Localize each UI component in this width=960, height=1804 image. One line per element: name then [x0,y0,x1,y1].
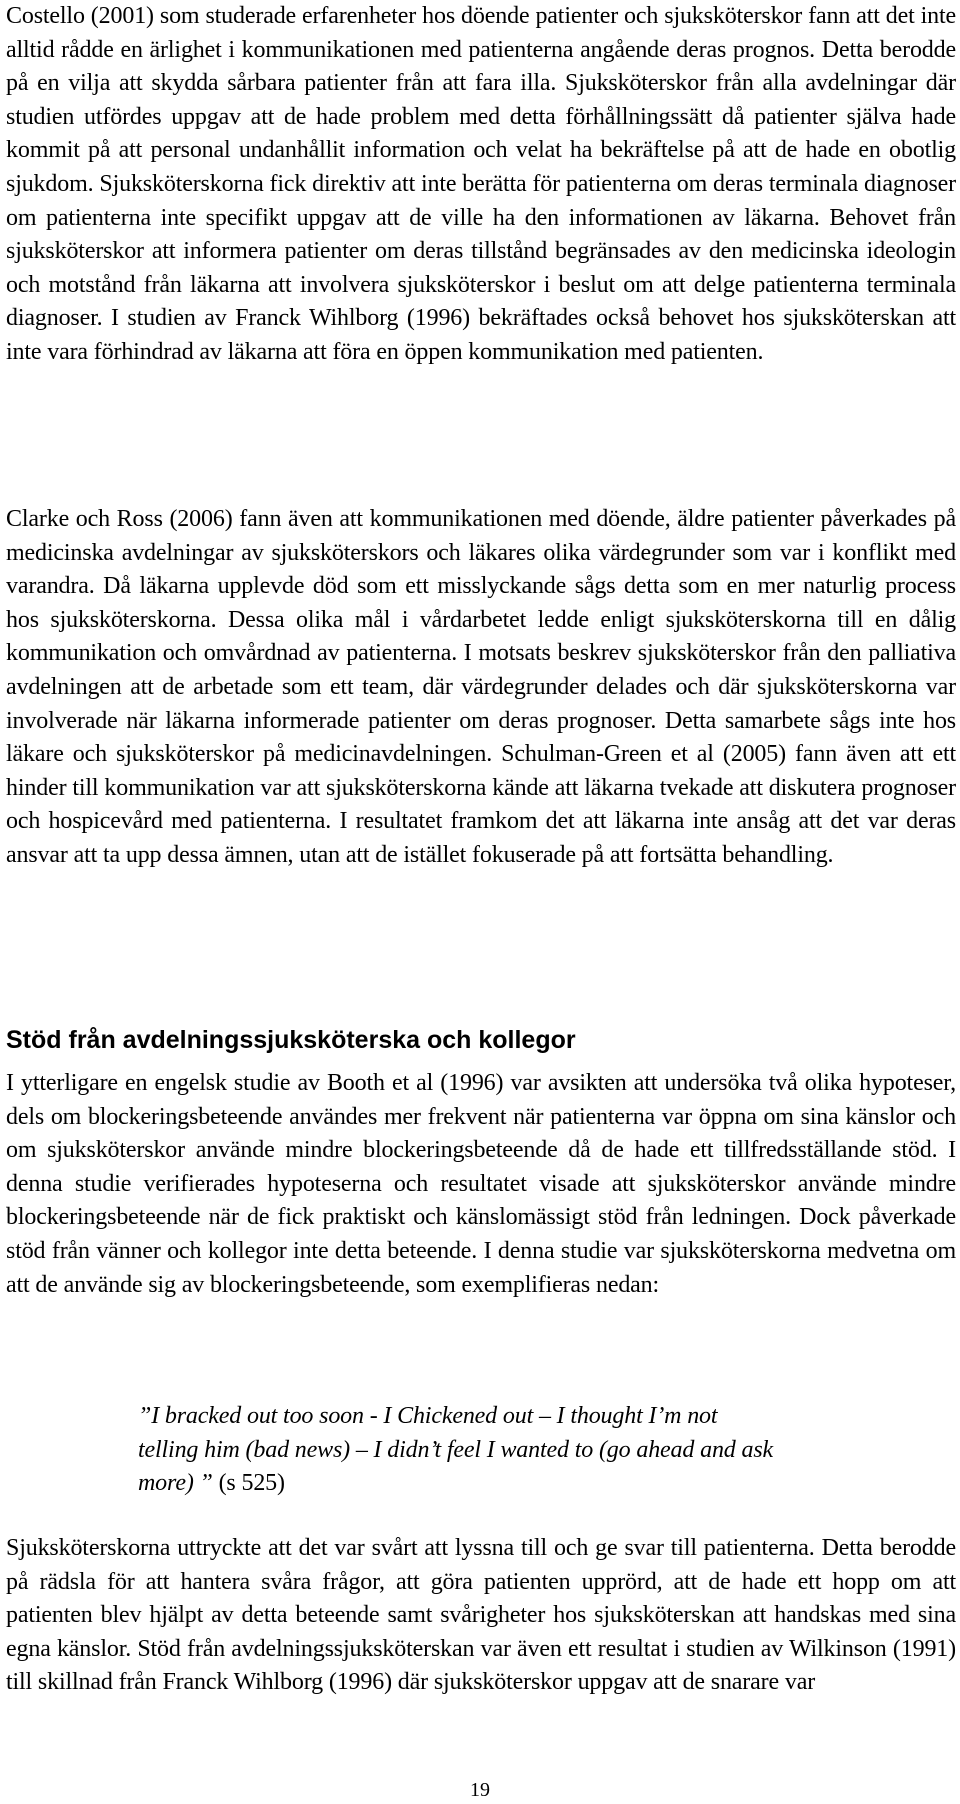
block-quote [138,1400,778,1501]
paragraph-booth: I ytterligare en engelsk studie av Booth et al (1996) var avsikten att undersöka två olika hypoteser, dels om blockeringsbeteende användes mer frekvent när patienterna var öppna om sina känslor och om sjuksköterskor använde mindre blockeringsbeteende då de hade ett tillfredsställande stöd. I denna studie verifierades hypoteserna och resultatet visade att sjuksköterskor använde mindre blockeringsbeteende när de fick praktiskt och känslomässigt stöd från ledningen. Dock påverkade stöd från vänner och kollegor inte detta beteende. I denna studie var sjuksköterskorna medvetna om att de använde sig av blockeringsbeteende, som exemplifieras nedan: [6,1070,956,1298]
quote-citation: (s 525) [218,1470,285,1497]
section-heading: Stöd från avdelningssjuksköterska och kollegor [6,1026,576,1054]
page-number: 19 [470,1779,490,1801]
paragraph-clarke-ross: Clarke och Ross (2006) fann även att kommunikationen med döende, äldre patienter påverkades på medicinska avdelningar av sjuksköterskors och läkares olika värdegrunder som var i konflikt med varandra. Då läkarna upplevde död som ett misslyckande sågs detta som en mer naturlig process hos sjuksköterskorna. Dessa olika mål i vårdarbetet ledde enligt sjuksköterskorna till en dålig kommunikation och omvårdnad av patienterna. I motsats beskrev sjuksköterskor från den palliativa avdelningen att de arbetade som ett team, där värdegrunder delades och där sjuksköterskorna var involverade när läkarna informerade patienter om deras prognoser. Detta samarbete sågs inte hos läkare och sjuksköterskor på medicinavdelningen. Schulman-Green et al (2005) fann även att ett hinder till kommunikation var att sjuksköterskorna kände att läkarna tvekade att diskutera prognoser och hospicevård med patienterna. I resultatet framkom det att läkarna inte ansåg att det var deras ansvar att ta upp dessa ämnen, utan att de istället fokuserade på att fortsätta behandling. [6,506,956,868]
paragraph-sjukskoterskorna: Sjuksköterskorna uttryckte att det var svårt att lyssna till och ge svar till patienterna. Detta berodde på rädsla för att hantera svåra frågor, att göra patienten upprörd, att de hade ett hopp om att patienten blev hjälpt av detta beteende samt svårigheter hos sjuksköterskan att handskas med sina egna känslor. Stöd från avdelningssjuksköterskan var även ett resultat i studien av Wilkinson (1991) till skillnad från Franck Wihlborg (1996) där sjuksköterskor uppgav att de snarare var [6,1535,956,1696]
quote-text: ”I bracked out too soon - I Chickened out – I thought I’m not telling him (bad news) – I didn’t feel I wanted to (go ahead and ask more) ” [138,1403,774,1497]
paragraph-costello: Costello (2001) som studerade erfarenheter hos döende patienter och sjuksköterskor fann att det inte alltid rådde en ärlighet i kommunikationen med patienterna angående deras prognos. Detta berodde på en vilja att skydda sårbara patienter från att fara illa. Sjuksköterskor från alla avdelningar där studien utfördes uppgav att de hade problem med detta förhållningssätt då patienter själva hade kommit på att personal undanhållit information och velat ha bekräftelse på att de hade en obotlig sjukdom. Sjuksköterskorna fick direktiv att inte berätta för patienterna om deras terminala diagnoser om patienterna inte specifikt uppgav att de ville ha den informationen av läkarna. Behovet från sjuksköterskor att informera patienter om deras tillstånd begränsades av den medicinska ideologin och motstånd från läkarna att involvera sjuksköterskor i beslut om att delge patienterna terminala diagnoser. I studien av Franck Wihlborg (1996) bekräftades också behovet hos sjuksköterskan att inte vara förhindrad av läkarna att föra en öppen kommunikation med patienten. [6,3,956,365]
